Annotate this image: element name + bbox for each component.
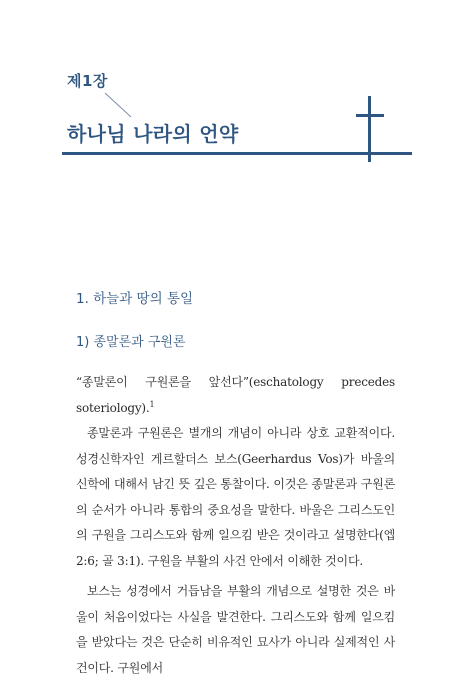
footnote-reference[interactable]: 1 bbox=[149, 399, 155, 409]
chapter-title: 하나님 나라의 언약 bbox=[67, 122, 239, 146]
opening-quote bbox=[76, 370, 395, 421]
paragraph: 보스는 성경에서 거듭남을 부활의 개념으로 설명한 것은 바울이 처음이었다는 사실을 발견한다. 그리스도와 함께 일으킴을 받았다는 것은 단순히 비유적인 묘사가 아니라 실제적인 사건이다. 구원에서 bbox=[76, 584, 395, 675]
paragraph: 종말론과 구원론은 별개의 개념이 아니라 상호 교환적이다. 성경신학자인 게르할더스 보스(Geerhardus Vos)가 바울의 신학에 대해서 남긴 뜻 깊은 통찰이다. 이것은 종말론과 구원론의 순서가 아니라 통합의 중요성을 말한다. 바울은 그리스도인의 구원을 그리스도와 함께 일으킴 받은 것이라고 설명한다(엡 2:6; 골 3:1). 구원을 부활의 사건 안에서 이해한 것이다. bbox=[76, 426, 395, 568]
cross-icon bbox=[350, 96, 390, 162]
quote-text: “종말론이 구원론을 앞선다”(eschatology precedes soteriology). bbox=[76, 375, 395, 415]
subsection-heading: 1) 종말론과 구원론 bbox=[76, 335, 186, 350]
body-text bbox=[76, 370, 395, 681]
connector-line bbox=[104, 92, 132, 118]
section-heading: 1. 하늘과 땅의 통일 bbox=[76, 291, 194, 307]
chapter-label: 제1장 bbox=[67, 72, 108, 90]
